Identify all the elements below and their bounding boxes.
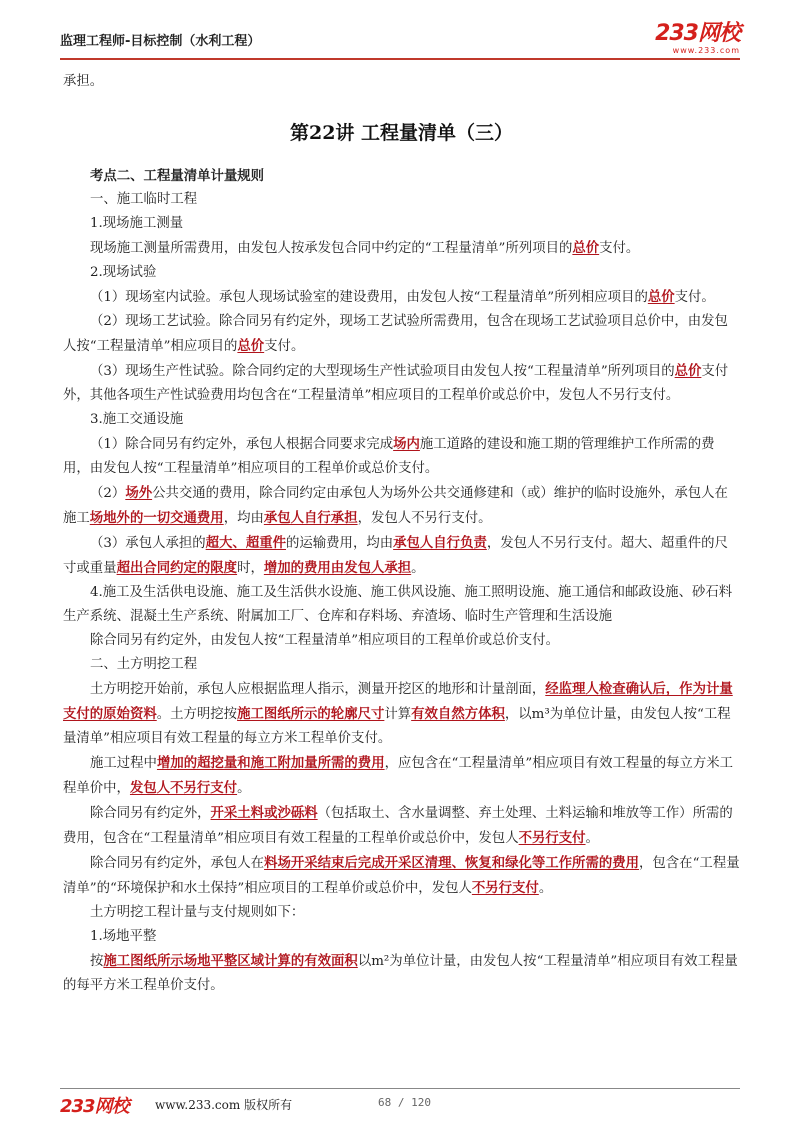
- paragraph: （2）场外公共交通的费用，除合同约定由承包人为场外公共交通修建和（或）维护的临时设施外，承包人在施工场地外的一切交通费用，均由承包人自行承担，发包人不另行支付。: [63, 485, 728, 526]
- paragraph: 按施工图纸所示场地平整区域计算的有效面积以m²为单位计量，由发包人按“工程量清单”相应项目有效工程量的每平方米工程单价支付。: [63, 953, 738, 993]
- highlight: 料场开采结束后完成开采区清理、恢复和绿化等工作所需的费用: [264, 855, 640, 871]
- highlight: 超大、超重件: [205, 535, 286, 551]
- highlight: 总价: [572, 240, 600, 256]
- highlight: 发包人不另行支付: [129, 780, 238, 796]
- logo-url: www.233.com: [672, 46, 740, 55]
- paragraph: 除合同另有约定外，承包人在料场开采结束后完成开采区清理、恢复和绿化等工作所需的费用，包含在“工程量清单”的“环境保护和水土保持”相应项目的工程单价或总价中，发包人不另行支付。: [63, 855, 740, 896]
- highlight: 增加的超挖量和施工附加量所需的费用: [156, 755, 385, 771]
- paragraph: （3）现场生产性试验。除合同约定的大型现场生产性试验项目由发包人按“工程量清单”所列项目的总价支付外，其他各项生产性试验费用均包含在“工程量清单”相应项目的工程单价或总价中，发包人不另行支付。: [63, 363, 729, 403]
- highlight: 增加的费用由发包人承担: [263, 560, 412, 576]
- page-footer: [60, 1092, 740, 1116]
- highlight: 承包人自行承担: [263, 510, 358, 526]
- subsection-heading: 3.施工交通设施: [90, 412, 184, 427]
- header-divider: [60, 58, 740, 60]
- paragraph: （3）承包人承担的超大、超重件的运输费用，均由承包人自行负责，发包人不另行支付。超大、超重件的尺寸或重量超出合同约定的限度时，增加的费用由发包人承担。: [63, 535, 728, 576]
- footer-divider: [60, 1088, 740, 1089]
- highlight: 有效面积: [304, 953, 358, 969]
- highlight: 场内: [393, 436, 420, 452]
- section-heading: 一、施工临时工程: [90, 192, 198, 207]
- highlight: 经监理人检查确认后，作为计量支付的原始资料: [63, 681, 733, 722]
- highlight: 超出合同约定的限度: [116, 560, 238, 576]
- lecture-title: 第22讲 工程量清单（三）: [289, 122, 514, 144]
- paragraph: （2）现场工艺试验。除合同另有约定外，现场工艺试验所需费用，包含在现场工艺试验项目总价中，由发包人按“工程量清单”相应项目的总价支付。: [63, 314, 728, 354]
- highlight: 场外: [125, 485, 153, 501]
- carry-over-text: 承担。: [63, 74, 104, 89]
- highlight: 有效自然方体积: [411, 706, 505, 722]
- section-heading: 二、土方明挖工程: [90, 657, 198, 672]
- paragraph: 4.施工及生活供电设施、施工及生活供水设施、施工供风设施、施工照明设施、施工通信和邮政设施、砂石料生产系统、混凝土生产系统、附属加工厂、仓库和存料场、弃渣场、临时生产管理和生活设施: [63, 585, 733, 624]
- highlight: 不另行支付: [471, 880, 539, 896]
- paragraph: 除合同另有约定外，开采土料或沙砾料（包括取土、含水量调整、弃土处理、土料运输和堆放等工作）所需的费用，包含在“工程量清单”相应项目有效工程量的工程单价或总价中，发包人不另行支付。: [63, 805, 733, 846]
- subsection-heading: 2.现场试验: [90, 265, 157, 280]
- highlight: 总价: [674, 363, 702, 379]
- brand-logo: [655, 22, 740, 56]
- highlight: 施工图纸所示的轮廓尺寸: [237, 706, 385, 722]
- highlight: 场地外的一切交通费用: [89, 510, 224, 526]
- paragraph: （1）现场室内试验。承包人现场试验室的建设费用，由发包人按“工程量清单”所列相应项目的总价支付。: [90, 289, 715, 305]
- paragraph: 除合同另有约定外，由发包人按“工程量清单”相应项目的工程单价或总价支付。: [90, 633, 559, 648]
- highlight: 不另行支付: [518, 830, 586, 846]
- subsection-heading: 1.现场施工测量: [90, 216, 184, 231]
- page-header: [60, 22, 740, 58]
- paragraph: 土方明挖开始前，承包人应根据监理人指示，测量开挖区的地形和计量剖面，经监理人检查确认后，作为计量支付的原始资料。土方明挖按施工图纸所示的轮廓尺寸计算有效自然方体积，以m³为单位计量，由发包人按“工程量清单”相应项目有效工程量的每立方米工程单价支付。: [63, 681, 733, 746]
- paragraph: 土方明挖工程计量与支付规则如下：: [90, 905, 305, 920]
- logo-text: 233网校: [655, 21, 740, 46]
- footer-logo: 233网校: [60, 1096, 129, 1117]
- subsection-heading: 1.场地平整: [90, 929, 157, 944]
- key-point-heading: 考点二、工程量清单计量规则: [90, 168, 265, 184]
- copyright-text: www.233.com 版权所有: [155, 1098, 293, 1112]
- paragraph: （1）除合同另有约定外，承包人根据合同要求完成场内施工道路的建设和施工期的管理维护工作所需的费用，由发包人按“工程量清单”相应项目的工程单价或总价支付。: [63, 436, 715, 476]
- paragraph: 施工过程中增加的超挖量和施工附加量所需的费用，应包含在“工程量清单”相应项目有效工程量的每立方米工程单价中，发包人不另行支付。: [63, 755, 734, 796]
- highlight: 总价: [237, 338, 265, 354]
- highlight: 施工图纸所示场地平整区域计算的: [103, 953, 305, 969]
- highlight: 总价: [647, 289, 675, 305]
- paragraph: 现场施工测量所需费用，由发包人按承发包合同中约定的“工程量清单”所列项目的总价支付。: [90, 240, 640, 256]
- highlight: 承包人自行负责: [393, 535, 487, 551]
- header-title: 监理工程师-目标控制（水利工程）: [60, 34, 261, 49]
- page-number: 68 / 120: [378, 1096, 431, 1109]
- document-body: [63, 64, 740, 998]
- highlight: 开采土料或沙砾料: [210, 805, 318, 821]
